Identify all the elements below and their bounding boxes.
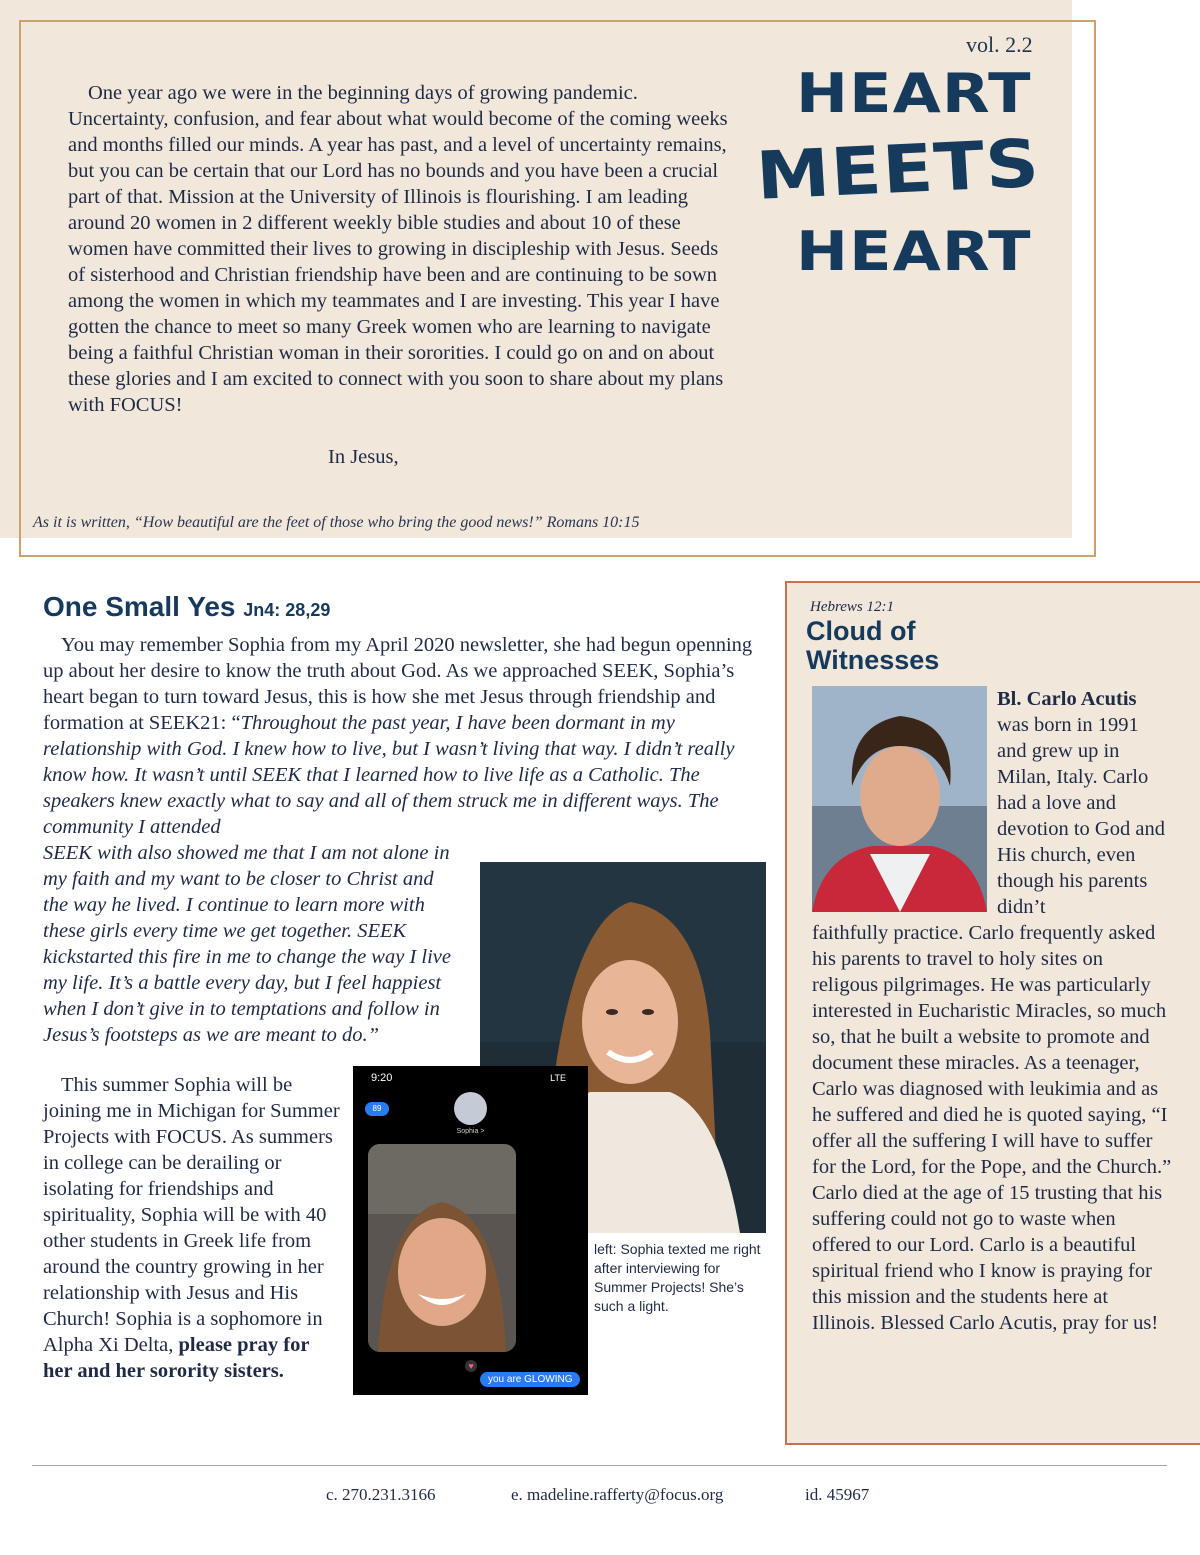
prayer-request: please pray for her and her sorority sisters. bbox=[43, 1334, 310, 1382]
heart-reaction-icon: ♥ bbox=[465, 1360, 477, 1372]
summer-text: This summer Sophia will be joining me in Michigan for Summer Projects with FOCUS. As summers in college can be derailing or isolating for friendships and spirituality, Sophia will be with 40 other students in Greek life from around the country growing in her relationship with Jesus and His Church! Sophia is a sophomore in Alpha Xi Delta, bbox=[43, 1074, 340, 1356]
selfie-illustration bbox=[368, 1144, 516, 1352]
quote-continued: SEEK with also showed me that I am not alone in my faith and my want to be closer to Christ and the way he lived. I continue to learn more with these girls every time we get together. SEEK kickstarted this fire in me to change the way I live my life. It’s a battle every day, but I feel happiest when I don’t give in to temptations and follow in Jesus’s footsteps as we are meant to do.” bbox=[43, 842, 451, 1046]
story-intro-paragraph bbox=[43, 632, 761, 840]
masthead-heart-bottom: HEART bbox=[796, 220, 1032, 283]
sidebar-reference: Hebrews 12:1 bbox=[810, 599, 895, 615]
footer-phone: c. 270.231.3166 bbox=[326, 1485, 436, 1504]
footer-id: id. 45967 bbox=[805, 1485, 870, 1504]
quote-start: Throughout the past year, I have been dormant in my relationship with God. I knew how to live, but I wasn’t living that way. I didn’t really know how. It wasn’t until SEEK that I learned how to live life as a Catholic. The speakers knew exactly what to say and all of them struck me in different ways. The community I attended bbox=[43, 712, 735, 838]
footer-email: e. madeline.rafferty@focus.org bbox=[511, 1485, 724, 1504]
carlo-intro-text: was born in 1991 and grew up in Milan, Italy. Carlo had a love and devotion to God and His church, even though his parents didn’t bbox=[997, 714, 1165, 918]
story-intro-text: You may remember Sophia from my April 2020 newsletter, she had begun openning up about her desire to know the truth about God. As we approached SEEK, Sophia’s heart began to turn toward Jesus, this is how she met Jesus through friendship and formation at SEEK21: “ bbox=[43, 634, 753, 734]
phone-time: 9:20 bbox=[371, 1072, 393, 1084]
photo-caption: left: Sophia texted me right after interviewing for Summer Projects! She’s such a light. bbox=[594, 1241, 761, 1314]
phone-screenshot bbox=[353, 1066, 588, 1395]
carlo-photo bbox=[812, 686, 987, 912]
masthead-heart-top: HEART bbox=[796, 62, 1032, 125]
volume-label: vol. 2.2 bbox=[966, 32, 1033, 57]
masthead-meets: MEETS bbox=[754, 124, 1042, 215]
story-title-reference: Jn4: 28,29 bbox=[243, 600, 331, 620]
phone-signal: LTE bbox=[550, 1073, 566, 1083]
back-count-badge[interactable]: 89 bbox=[365, 1102, 389, 1116]
message-bubble: you are GLOWING bbox=[480, 1372, 580, 1387]
sidebar-title: Cloud of Witnesses bbox=[806, 616, 940, 675]
scripture-verse: As it is written, “How beautiful are the feet of those who bring the good news!” Romans 10:15 bbox=[33, 514, 640, 531]
signoff: In Jesus, bbox=[328, 446, 399, 468]
summer-paragraph bbox=[43, 1072, 343, 1384]
contact-avatar bbox=[454, 1092, 487, 1125]
contact-name[interactable]: Sophia > bbox=[456, 1128, 485, 1135]
carlo-intro bbox=[997, 686, 1172, 920]
intro-letter: One year ago we were in the beginning days of growing pandemic. Uncertainty, confusion, and fear about what would become of the coming weeks and months filled our minds. A year has past, and a level of uncertainty remains, but you can be certain that our Lord has no bounds and you have been a crucial part of that. Mission at the University of Illinois is flourishing. I am leading around 20 women in 2 different weekly bible studies and about 10 of these women have committed their lives to growing in discipleship with Jesus. Seeds of sisterhood and Christian friendship have been and are continuing to be sown among the women in which my teammates and I are investing. This year I have gotten the chance to meet so many Greek women who are learning to navigate being a faithful Christian woman in their sororities. I could go on and on about these glories and I am excited to connect with you soon to share about my plans with FOCUS! bbox=[68, 82, 728, 416]
carlo-story: faithfully practice. Carlo frequently asked his parents to travel to holy sites on religous pilgrimages. He was particularly interested in Eucharistic Miracles, so much so, that he built a website to promote and document these miracles. As a teenager, Carlo was diagnosed with leukimia and as he suffered and died he is quoted saying, “I offer all the suffering I will have to suffer for the Lord, for the Pope, and the Church.” Carlo died at the age of 15 trusting that his suffering could not go to waste when offered to our Lord. Carlo is a beautiful spiritual friend who I know is praying for this mission and the students here at Illinois. Blessed Carlo Acutis, pray for us! bbox=[812, 922, 1172, 1334]
carlo-portrait-illustration bbox=[812, 686, 987, 912]
carlo-name: Bl. Carlo Acutis bbox=[997, 688, 1137, 710]
story-title bbox=[43, 591, 330, 623]
footer-divider bbox=[32, 1465, 1167, 1466]
story-title-text: One Small Yes bbox=[43, 591, 236, 622]
selfie-photo bbox=[368, 1144, 516, 1352]
